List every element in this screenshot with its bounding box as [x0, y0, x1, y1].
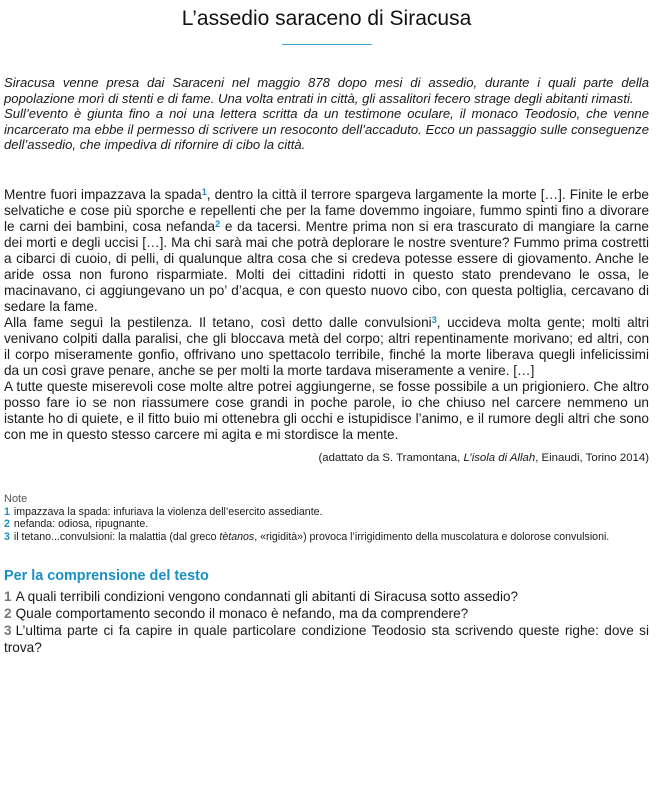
note-3: 3 il tetano...convulsioni: la malattia (dal greco tètanos, «rigidità») provoca l’irrigidimento della muscolatura e dolorose convulsioni. [4, 530, 610, 543]
intro [4, 75, 649, 153]
letter-text [4, 187, 649, 443]
comprehension-title: Per la comprensione del testo [4, 568, 209, 585]
note-1: 1 impazzava la spada: infuriava la violenza dell’esercito assediante. [4, 505, 323, 518]
note-2: 2 nefanda: odiosa, ripugnante. [4, 518, 149, 531]
question-1: 1 A quali terribili condizioni vengono condannati gli abitanti di Siracusa sotto assedio? [4, 589, 519, 605]
footnote-ref-3[interactable]: 3 [431, 314, 437, 325]
source-citation: (adattato da S. Tramontana, L’isola di Allah, Einaudi, Torino 2014) [318, 451, 649, 464]
question-3: 3 L’ultima parte ci fa capire in quale particolare condizione Teodosio sta scrivendo queste righe: dove si trova? [4, 623, 649, 656]
page-title: L’assedio saraceno di Siracusa [181, 7, 472, 30]
intro-paragraph-2: Sull’evento è giunta fino a noi una lettera scritta da un testimone oculare, il monaco Teodosio, che venne incarcerato ma ebbe il permesso di scrivere un resoconto dell’accaduto. Ecco un passaggio sulle conseguenze dell’assedio, che impediva di rifornire di cibo la città. [4, 106, 649, 152]
comprehension-section [4, 567, 649, 656]
notes-section [4, 493, 649, 544]
intro-paragraph-1: Siracusa venne presa dai Saraceni nel maggio 878 dopo mesi di assedio, durante i quali parte della popolazione morì di stenti e di fame. Una volta entrati in città, gli assalitori fecero strage degli abitanti rimasti. [4, 75, 649, 106]
footnote-ref-1[interactable]: 1 [201, 186, 207, 197]
notes-title: Note [4, 492, 28, 505]
letter-paragraph-2: Alla fame seguì la pestilenza. Il tetano, così detto dalle convulsioni$^3$, uccideva molta gente; molti altri venivano colpiti dalla paralisi, che gli bloccava metà del corpo; altri repentinamente morivano; ed altri, con il corpo miseramente gonfio, offrivano uno spettacolo terribile, finché la morte liberava quegli infelicissimi da un così grave penare, anche se per molti la morte tardava miseramente a venire. […] [4, 314, 649, 378]
letter-paragraph-3: A tutte queste miserevoli cose molte altre potrei aggiungerne, se fosse possibile a un prigioniero. Che altro posso fare io se non riassumere cose grandi in poche parole, io che chiuso nel carcere nemmeno un istante ho di quiete, e il fitto buio mi ottenebra gli occhi e istupidisce l’animo, e il rumore degli altri che sono con me in questo stesso carcere mi agita e mi stordisce la mente. [4, 378, 649, 442]
footnote-ref-2[interactable]: 2 [215, 218, 221, 229]
book-title: L’isola di Allah [463, 451, 536, 464]
title-divider [282, 44, 372, 45]
letter-paragraph-1: Mentre fuori impazzava la spada$^1$, dentro la città il terrore spargeva largamente la morte […]. Finite le erbe selvatiche e cose più sporche e repellenti che per la fame dovemmo ingoiare, fummo spinti fino a divorare le carni dei bambini, cosa nefanda$^2$ e da tacersi. Mentre prima non si era trascurato di mangiare la carne dei morti e degli uccisi […]. Ma chi sarà mai che potrà deplorare le nostre sventure? Fummo prima costretti a cibarci di cuoio, di pelli, di qualunque altra cosa che si credeva potesse essere di giovamento. Anche le aride ossa non furono risparmiate. Molti dei cittadini ridotti in questo stato prendevano le ossa, le macinavano, ci aggiungevano un po’ d’acqua, e con questo nuovo cibo, con questa poltiglia, cercavano di sedare la fame. [4, 186, 649, 314]
question-2: 2 Quale comportamento secondo il monaco è nefando, ma da comprendere? [4, 606, 469, 622]
